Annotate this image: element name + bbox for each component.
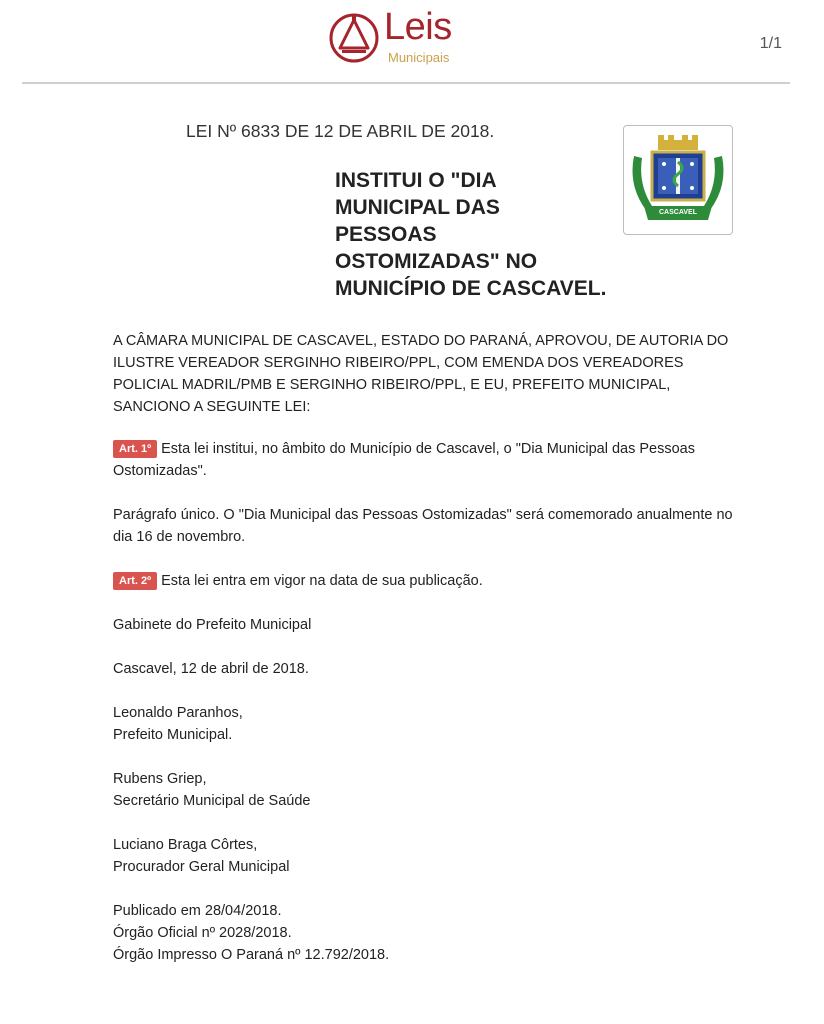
signatory [113,834,743,878]
page-header [0,0,824,84]
signatory-name: Rubens Griep, [113,771,207,787]
gabinete: Gabinete do Prefeito Municipal [113,617,312,633]
article-1-text: Esta lei institui, no âmbito do Município de Cascavel, o "Dia Municipal das Pessoas Ostomizadas". [113,441,695,479]
publication-line: Publicado em 28/04/2018. [113,903,282,919]
signatory [113,702,743,746]
signatory-role: Procurador Geral Municipal [113,859,290,875]
leis-municipais-logo[interactable] [328,8,468,68]
logo-subtitle: Municipais [388,50,450,65]
article-1 [113,438,743,482]
signatory [113,768,743,812]
article-2-badge[interactable]: Art. 2º [113,572,157,590]
crest-label: CASCAVEL [659,209,697,216]
law-subject-line: INSTITUI O "DIA [335,169,497,192]
law-subject [335,167,635,302]
publication-line: Órgão Impresso O Paraná nº 12.792/2018. [113,947,390,963]
page-number: 1/1 [759,35,782,52]
logo-wordmark: Leis [384,6,452,48]
signatory-role: Secretário Municipal de Saúde [113,793,311,809]
publication-info [113,900,743,966]
paragrafo-unico: Parágrafo único. O "Dia Municipal das Pessoas Ostomizadas" será comemorado anualmente no dia 16 de novembro. [113,507,733,545]
article-2 [113,570,743,592]
logo-emblem-icon [328,10,380,66]
law-subject-line: OSTOMIZADAS" NO [335,250,538,273]
law-subject-line: MUNICIPAL DAS [335,196,500,219]
signatory-name: Leonaldo Paranhos, [113,705,243,721]
article-1-badge[interactable]: Art. 1º [113,440,157,458]
header-divider [22,82,790,84]
law-title: LEI Nº 6833 DE 12 DE ABRIL DE 2018. [186,121,495,141]
article-2-text: Esta lei entra em vigor na data de sua publicação. [161,573,483,589]
city-crest [623,125,733,235]
law-subject-line: PESSOAS [335,223,437,246]
place-date: Cascavel, 12 de abril de 2018. [113,661,309,677]
publication-line: Órgão Oficial nº 2028/2018. [113,925,292,941]
signatory-role: Prefeito Municipal. [113,727,233,743]
preamble: A CÂMARA MUNICIPAL DE CASCAVEL, ESTADO DO PARANÁ, APROVOU, DE AUTORIA DO ILUSTRE VEREADOR SERGINHO RIBEIRO/PPL, COM EMENDA DOS VEREADORES POLICIAL MADRIL/PMB E SERGINHO RIBEIRO/PPL, E EU, PREFEITO MUNICIPAL, SANCIONO A SEGUINTE LEI: [113,333,729,415]
signatory-name: Luciano Braga Côrtes, [113,837,258,853]
coat-of-arms-icon [624,126,732,234]
law-body [113,330,743,966]
law-subject-line: MUNICÍPIO DE CASCAVEL. [335,277,607,300]
